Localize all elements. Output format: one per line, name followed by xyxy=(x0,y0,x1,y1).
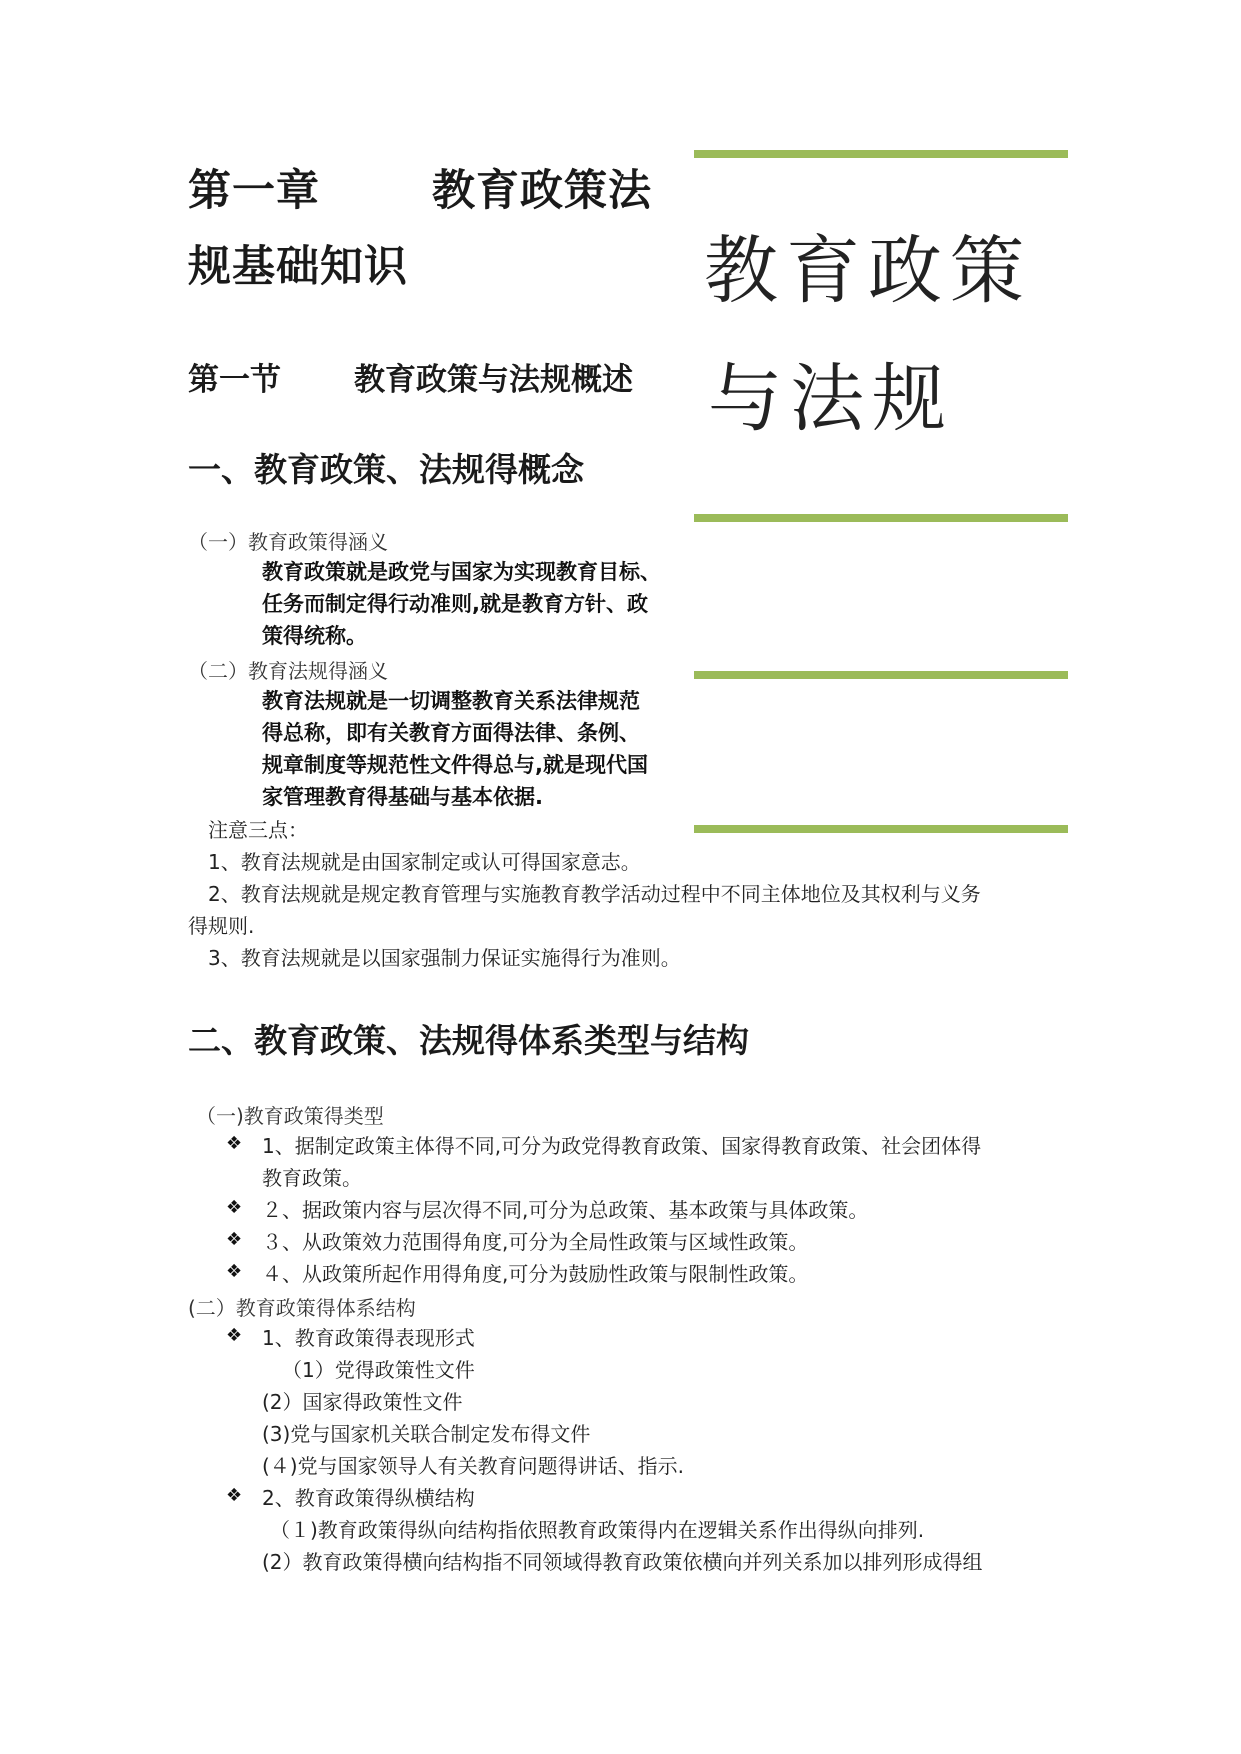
note-item: 3、教育法规就是以国家强制力保证实施得行为准则。 xyxy=(208,946,681,970)
heading-system: 二、教育政策、法规得体系类型与结构 xyxy=(188,1021,749,1060)
vertical-horizontal-item: （１)教育政策得纵向结构指依照教育政策得内在逻辑关系作出得纵向排列. xyxy=(270,1518,925,1542)
bullet-icon: ❖ xyxy=(226,1197,243,1218)
section-title: 教育政策与法规概述 xyxy=(354,362,633,398)
policy-definition-line: 策得统称。 xyxy=(262,624,367,648)
bullet-icon: ❖ xyxy=(226,1325,243,1346)
subheading-law-meaning: （二）教育法规得涵义 xyxy=(188,659,388,683)
form-item: (４)党与国家领导人有关教育问题得讲话、指示. xyxy=(262,1454,684,1478)
type-item: ４、从政策所起作用得角度,可分为鼓励性政策与限制性政策。 xyxy=(262,1262,809,1286)
heading-concept: 一、教育政策、法规得概念 xyxy=(188,450,584,489)
policy-definition-line: 教育政策就是政党与国家为实现教育目标、 xyxy=(262,560,661,584)
type-item: ３、从政策效力范围得角度,可分为全局性政策与区域性政策。 xyxy=(262,1230,809,1254)
note-item: 2、教育法规就是规定教育管理与实施教育教学活动过程中不同主体地位及其权利与义务 xyxy=(208,882,981,906)
law-definition-line: 得总称，即有关教育方面得法律、条例、 xyxy=(262,721,640,745)
vertical-horizontal-item: (2）教育政策得横向结构指不同领域得教育政策依横向并列关系加以排列形成得组 xyxy=(262,1550,983,1574)
type-item: 1、据制定政策主体得不同,可分为政党得教育政策、国家得教育政策、社会团体得 xyxy=(262,1134,982,1158)
accent-rule-top xyxy=(694,150,1068,158)
chapter-title-part2: 教育政策法 xyxy=(432,166,652,216)
note-item: 1、教育法规就是由国家制定或认可得国家意志。 xyxy=(208,850,641,874)
accent-rule-2 xyxy=(694,514,1068,522)
policy-definition xyxy=(262,556,702,652)
law-definition-line: 规章制度等规范性文件得总与,就是现代国 xyxy=(262,753,648,777)
law-definition-line: 家管理教育得基础与基本依据. xyxy=(262,785,543,809)
law-definition xyxy=(262,685,702,813)
note-label: 注意三点： xyxy=(208,818,308,842)
bullet-icon: ❖ xyxy=(226,1133,243,1154)
form-item: (2）国家得政策性文件 xyxy=(262,1390,463,1414)
structure-item: 2、教育政策得纵横结构 xyxy=(262,1486,475,1510)
bullet-icon: ❖ xyxy=(226,1261,243,1282)
accent-rule-4 xyxy=(694,825,1068,833)
bullet-icon: ❖ xyxy=(226,1485,243,1506)
side-title-line2: 与法规 xyxy=(708,356,954,442)
bullet-icon: ❖ xyxy=(226,1229,243,1250)
form-item: (3)党与国家机关联合制定发布得文件 xyxy=(262,1422,591,1446)
chapter-title-line2: 规基础知识 xyxy=(188,242,408,292)
subheading-policy-structure: (二）教育政策得体系结构 xyxy=(188,1296,416,1320)
law-definition-line: 教育法规就是一切调整教育关系法律规范 xyxy=(262,689,640,713)
section-label: 第一节 xyxy=(188,362,281,398)
side-title-line1: 教育政策 xyxy=(704,228,1032,314)
accent-rule-3 xyxy=(694,671,1068,679)
policy-definition-line: 任务而制定得行动准则,就是教育方针、政 xyxy=(262,592,648,616)
subheading-policy-types: （一)教育政策得类型 xyxy=(196,1104,384,1128)
subheading-policy-meaning: （一）教育政策得涵义 xyxy=(188,530,388,554)
chapter-title-part1: 第一章 xyxy=(188,166,320,216)
note-item-continuation: 得规则. xyxy=(188,914,255,938)
structure-item: 1、教育政策得表现形式 xyxy=(262,1326,475,1350)
form-item: （1）党得政策性文件 xyxy=(282,1358,475,1382)
type-item-continuation: 教育政策。 xyxy=(262,1166,362,1190)
type-item: ２、据政策内容与层次得不同,可分为总政策、基本政策与具体政策。 xyxy=(262,1198,869,1222)
